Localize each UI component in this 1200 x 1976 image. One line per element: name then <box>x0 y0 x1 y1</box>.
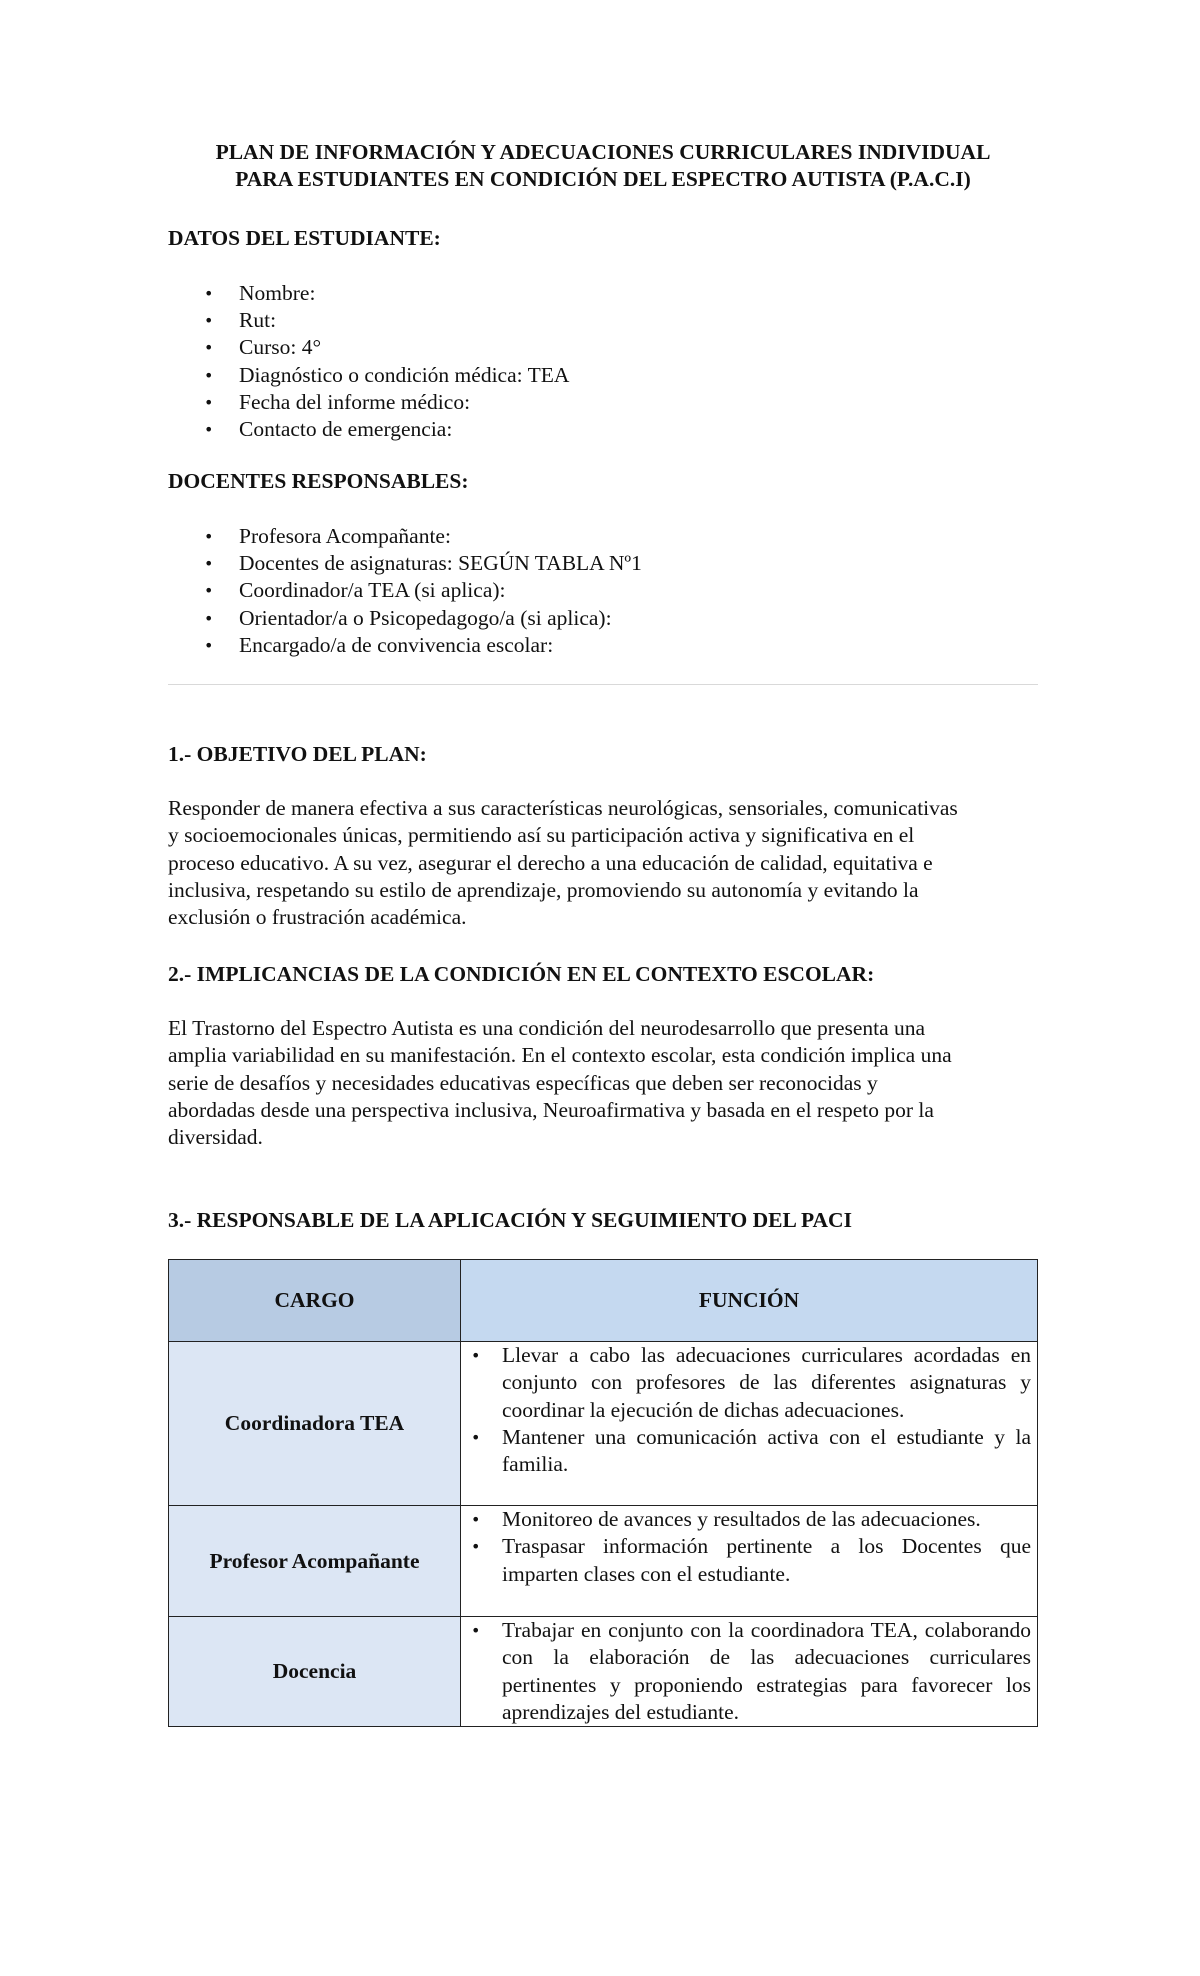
cargo-cell: Coordinadora TEA <box>169 1342 461 1506</box>
objective-paragraph <box>168 795 1038 931</box>
function-cell <box>461 1617 1038 1727</box>
function-item: • Trabajar en conjunto con la coordinadora TEA, colaborando con la elaboración de las adecuaciones curriculares pertinentes y proponiendo estrategias para favorecer los aprendizajes del estudiante. <box>461 1617 1037 1726</box>
responsible-heading: 3.- RESPONSABLE DE LA APLICACIÓN Y SEGUIMIENTO DEL PACI <box>168 1208 852 1232</box>
column-header-cargo: CARGO <box>169 1260 461 1342</box>
student-diagnosis-item: • Diagnóstico o condición médica: TEA <box>168 362 569 389</box>
objective-line: Responder de manera efectiva a sus características neurológicas, sensoriales, comunicativas <box>168 796 958 820</box>
function-cell <box>461 1506 1038 1617</box>
objective-heading: 1.- OBJETIVO DEL PLAN: <box>168 742 427 766</box>
teacher-counselor-item: • Orientador/a o Psicopedagogo/a (si aplica): <box>168 605 642 632</box>
table-row <box>169 1506 1038 1617</box>
function-list <box>461 1617 1037 1726</box>
implications-line: El Trastorno del Espectro Autista es una condición del neurodesarrollo que presenta una <box>168 1016 926 1040</box>
table-row <box>169 1342 1038 1506</box>
function-cell <box>461 1342 1038 1506</box>
teachers-heading: DOCENTES RESPONSABLES: <box>168 469 469 493</box>
column-header-funcion: FUNCIÓN <box>461 1260 1038 1342</box>
section-divider <box>168 684 1038 685</box>
implications-line: amplia variabilidad en su manifestación. En el contexto escolar, esta condición implica una <box>168 1043 952 1068</box>
title-line-2: PARA ESTUDIANTES EN CONDICIÓN DEL ESPECTRO AUTISTA (P.A.C.I) <box>235 167 971 191</box>
implications-line: diversidad. <box>168 1125 263 1150</box>
teacher-tea-coordinator-item: • Coordinador/a TEA (si aplica): <box>168 577 642 604</box>
teacher-coexistence-item: • Encargado/a de convivencia escolar: <box>168 632 642 659</box>
student-report-date-item: • Fecha del informe médico: <box>168 389 569 416</box>
table-row <box>169 1617 1038 1727</box>
implications-line: abordadas desde una perspectiva inclusiva, Neuroafirmativa y basada en el respeto por la <box>168 1097 934 1122</box>
student-data-heading: DATOS DEL ESTUDIANTE: <box>168 226 441 250</box>
teacher-companion-item: • Profesora Acompañante: <box>168 523 642 550</box>
objective-line: exclusión o frustración académica. <box>168 905 467 930</box>
student-data-list <box>168 280 569 443</box>
document-title <box>168 139 1038 193</box>
teacher-subjects-item: • Docentes de asignaturas: SEGÚN TABLA Nº1 <box>168 550 642 577</box>
implications-paragraph <box>168 1015 1038 1151</box>
student-course-item: • Curso: 4° <box>168 334 569 361</box>
function-item: • Mantener una comunicación activa con el estudiante y la familia. <box>461 1424 1037 1479</box>
objective-line: proceso educativo. A su vez, asegurar el derecho a una educación de calidad, equitativa e <box>168 850 933 875</box>
cargo-cell: Docencia <box>169 1617 461 1727</box>
objective-line: inclusiva, respetando su estilo de aprendizaje, promoviendo su autonomía y evitando la <box>168 877 919 902</box>
student-rut-item: • Rut: <box>168 307 569 334</box>
function-list <box>461 1506 1037 1588</box>
implications-heading: 2.- IMPLICANCIAS DE LA CONDICIÓN EN EL CONTEXTO ESCOLAR: <box>168 962 875 986</box>
teachers-list <box>168 523 642 659</box>
function-list <box>461 1342 1037 1478</box>
student-name-item: • Nombre: <box>168 280 569 307</box>
function-item: • Monitoreo de avances y resultados de las adecuaciones. <box>461 1506 1037 1533</box>
student-emergency-contact-item: • Contacto de emergencia: <box>168 416 569 443</box>
function-item: • Traspasar información pertinente a los Docentes que imparten clases con el estudiante. <box>461 1533 1037 1588</box>
function-item: • Llevar a cabo las adecuaciones curriculares acordadas en conjunto con profesores de las diferentes asignaturas y coordinar la ejecución de dichas adecuaciones. <box>461 1342 1037 1424</box>
title-line-1: PLAN DE INFORMACIÓN Y ADECUACIONES CURRICULARES INDIVIDUAL <box>215 140 991 164</box>
implications-line: serie de desafíos y necesidades educativas específicas que deben ser reconocidas y <box>168 1070 878 1095</box>
table-header-row <box>169 1260 1038 1342</box>
responsible-table <box>168 1259 1038 1727</box>
objective-line: y socioemocionales únicas, permitiendo así su participación activa y significativa en el <box>168 823 915 848</box>
cargo-cell: Profesor Acompañante <box>169 1506 461 1617</box>
